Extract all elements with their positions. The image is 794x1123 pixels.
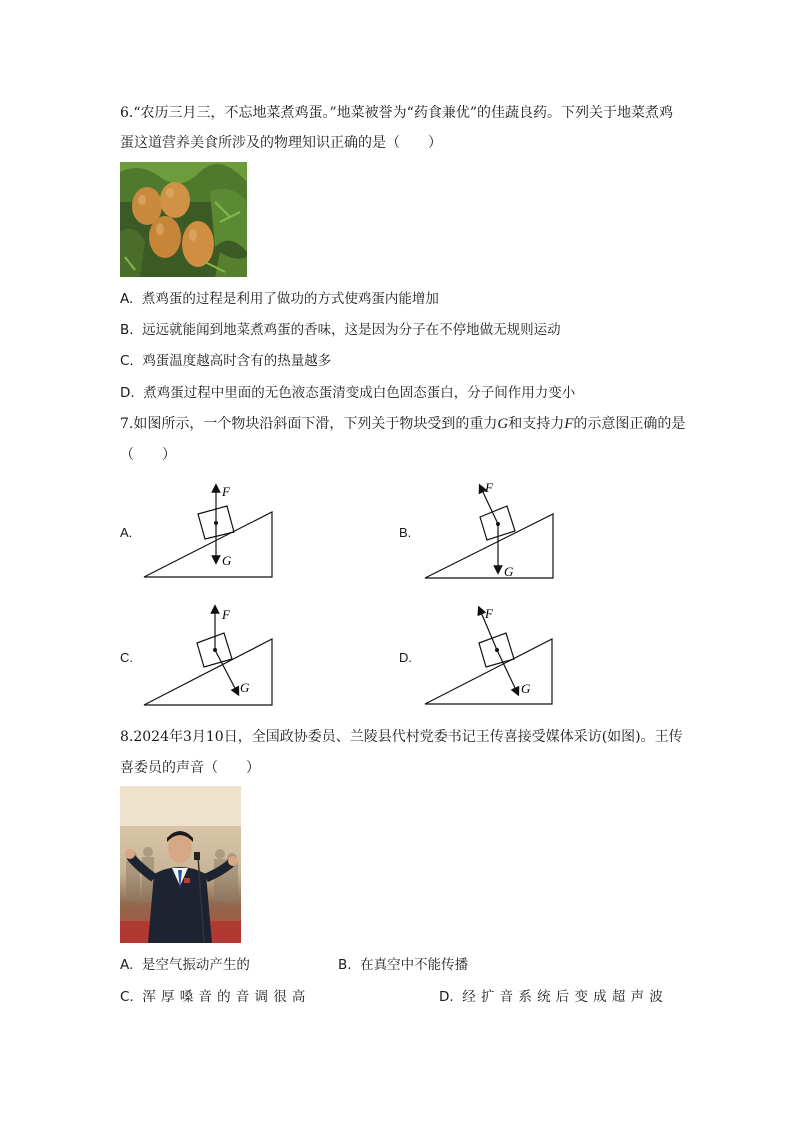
- q6-option-c: [120, 351, 331, 371]
- incline: [144, 512, 272, 577]
- option-letter: A.: [120, 957, 134, 973]
- q7-stem-part-b: 和支持力: [508, 416, 565, 432]
- option-text: 在真空中不能传播: [360, 957, 469, 973]
- option-letter: C.: [120, 353, 134, 369]
- incline: [144, 639, 272, 705]
- q7-stem-part-a: 7.如图所示，一个物块沿斜面下滑，下列关于物块受到的重力: [120, 416, 498, 432]
- q7-diagram-b: [421, 480, 561, 582]
- force-f-label: F: [222, 607, 230, 622]
- eggs-photo: [120, 162, 247, 277]
- q8-option-d: [439, 987, 668, 1007]
- q8-option-c: [120, 987, 311, 1007]
- q8-stem-line2: 喜委员的声音（ ）: [120, 760, 260, 776]
- q7-stem-line2: （ ）: [120, 447, 176, 463]
- q7-diagram-d: [421, 604, 561, 708]
- option-letter: A.: [120, 291, 134, 307]
- option-text: 经扩音系统后变成超声波: [462, 989, 668, 1005]
- q7-diagram-c: [140, 604, 280, 708]
- q7-stem-part-c: 的示意图正确的是: [573, 416, 686, 432]
- option-text: 远远就能闻到地菜煮鸡蛋的香味，这是因为分子在不停地做无规则运动: [142, 322, 561, 338]
- option-letter: B.: [338, 957, 352, 973]
- force-g-label: G: [222, 553, 232, 568]
- incline: [425, 639, 552, 704]
- force-g-arrow: [215, 650, 237, 692]
- var-g: G: [497, 416, 509, 432]
- q6-stem-line1: 6.“农历三月三，不忘地菜煮鸡蛋。”地菜被誉为“药食兼优”的佳蔬良药。下列关于地菜煮鸡: [120, 105, 673, 121]
- q7-option-d-letter: D.: [399, 650, 412, 665]
- force-g-arrow: [497, 650, 517, 692]
- var-f: F: [564, 416, 574, 432]
- option-text: 煮鸡蛋过程中里面的无色液态蛋清变成白色固态蛋白，分子间作用力变小: [143, 385, 576, 401]
- q7-option-a-letter: A.: [120, 525, 133, 540]
- option-letter: C.: [120, 989, 134, 1005]
- q6-option-a: [120, 289, 439, 309]
- q8-stem-line1: 8.2024年3月10日，全国政协委员、兰陵县代村党委书记王传喜接受媒体采访(如图)。王传: [120, 729, 683, 745]
- q6-option-d: [120, 383, 575, 403]
- q6-option-b: [120, 320, 561, 340]
- q8-option-a: [120, 955, 250, 975]
- option-letter: D.: [120, 385, 135, 401]
- q7-diagram-a: [140, 480, 280, 582]
- force-f-label: F: [485, 480, 493, 495]
- interview-photo: [120, 786, 241, 943]
- q6-stem-line2: 蛋这道营养美食所涉及的物理知识正确的是（ ）: [120, 135, 442, 151]
- q8-option-b: [338, 955, 468, 975]
- q7-stem-line1: [120, 414, 685, 434]
- option-letter: D.: [439, 989, 454, 1005]
- option-text: 煮鸡蛋的过程是利用了做功的方式使鸡蛋内能增加: [141, 291, 439, 307]
- incline: [425, 514, 553, 578]
- force-f-label: F: [485, 606, 493, 621]
- force-g-label: G: [504, 564, 514, 579]
- option-text: 鸡蛋温度越高时含有的热量越多: [142, 353, 332, 369]
- force-f-label: F: [222, 484, 230, 499]
- option-text: 浑厚嗓音的音调很高: [142, 989, 311, 1005]
- q7-option-c-letter: C.: [120, 650, 133, 665]
- force-g-label: G: [521, 681, 531, 696]
- option-letter: B.: [120, 322, 134, 338]
- option-text: 是空气振动产生的: [141, 957, 250, 973]
- q7-option-b-letter: B.: [399, 525, 412, 540]
- force-g-label: G: [240, 680, 250, 695]
